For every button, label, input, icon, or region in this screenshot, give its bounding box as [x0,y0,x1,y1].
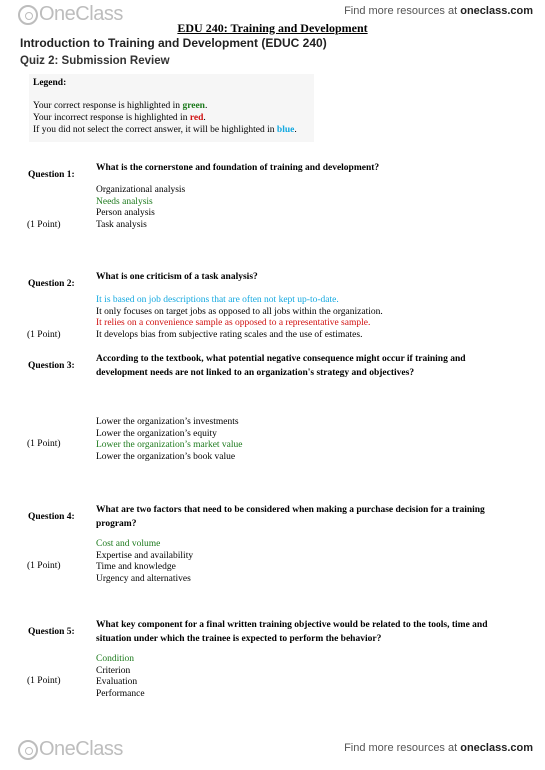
question-5-answer-4: Performance [96,688,145,699]
question-5-label: Question 5: [28,627,75,637]
logo-text: OneClass [39,3,123,25]
legend-incorrect-text: Your incorrect response is highlighted in [33,113,188,123]
course-header: EDU 240: Training and Development [177,21,368,35]
resources-tagline-footer[interactable] [344,742,533,754]
question-3-text: According to the textbook, what potential negative consequence might occur if training and development needs are not linked to an organization's strategy and objectives? [96,354,466,378]
question-2-points: (1 Point) [27,329,61,340]
legend-correct-period: . [204,101,208,111]
resources-tagline[interactable] [344,5,533,17]
question-1-points: (1 Point) [27,219,61,230]
question-1-answer-2: Needs analysis [96,196,153,207]
legend-green-word: green [182,101,205,111]
question-2-answer-4: It develops bias from subjective rating scales and the use of estimates. [96,329,363,340]
question-1-label: Question 1: [28,170,75,180]
question-3-points: (1 Point) [27,439,61,449]
question-3-label: Question 3: [28,361,75,371]
question-3-answer-4: Lower the organization’s book value [96,451,236,462]
question-1-text: What is the cornerstone and foundation of training and development? [96,163,380,173]
document-title: Introduction to Training and Development (EDUC 240) [20,36,327,50]
logo-footer-text: OneClass [39,738,123,760]
question-1-answer-3: Person analysis [96,208,155,218]
legend-incorrect-line [33,112,310,124]
question-5-answer-1: Condition [96,654,135,664]
tagline-footer-prefix: Find more resources at [344,742,458,754]
oneclass-logo-footer-icon [18,740,38,760]
question-2-label: Question 2: [28,279,75,289]
legend-missed-text: If you did not select the correct answer, it will be highlighted in [33,125,275,135]
legend-correct-text: Your correct response is highlighted in [33,101,181,111]
legend-title: Legend: [33,78,67,88]
tagline-prefix: Find more resources at [344,5,458,17]
question-2-text: What is one criticism of a task analysis? [96,272,258,282]
question-3-answer-1: Lower the organization’s investments [96,417,239,427]
question-2-answer-1: It is based on job descriptions that are often not kept up-to-date. [96,295,339,305]
legend-box [29,74,314,142]
legend-blue-word: blue [276,125,295,135]
question-5-answer-2: Criterion [96,665,131,676]
tagline-site-link[interactable]: oneclass.com [460,5,533,17]
tagline-footer-site-link[interactable]: oneclass.com [460,742,533,754]
question-4-answer-4: Urgency and alternatives [96,573,191,584]
question-5-text: What key component for a final written training objective would be related to the tools, time and situation under which the trainee is expected to perform the behavior? [96,620,488,644]
question-5-answer-3: Evaluation [96,677,138,687]
question-2-answer-2: It only focuses on target jobs as opposed to all jobs within the organization. [96,306,383,317]
question-4-text: What are two factors that need to be considered when making a purchase decision for a training program? [96,505,485,529]
quiz-title: Quiz 2: Submission Review [20,55,170,67]
question-4-answer-3: Time and knowledge [96,562,176,572]
question-2-answer-3: It relies on a convenience sample as opposed to a representative sample. [96,318,371,328]
question-4-answer-1: Cost and volume [96,539,161,549]
legend-incorrect-period: . [203,113,206,123]
oneclass-logo-footer[interactable] [18,738,123,761]
question-3-answer-3: Lower the organization’s market value [96,440,243,450]
question-4-answer-2: Expertise and availability [96,550,194,561]
question-4-label: Question 4: [28,512,75,522]
question-3-answer-2: Lower the organization’s equity [96,428,217,439]
question-1-answer-1: Organizational analysis [96,185,186,195]
legend-correct-line [33,100,310,112]
question-5-points: (1 Point) [27,676,61,686]
legend-missed-line [33,124,310,136]
question-4-points: (1 Point) [27,561,61,571]
legend-missed-period: . [294,125,297,135]
question-1-answer-4: Task analysis [96,219,147,230]
legend-red-word: red [189,113,204,123]
